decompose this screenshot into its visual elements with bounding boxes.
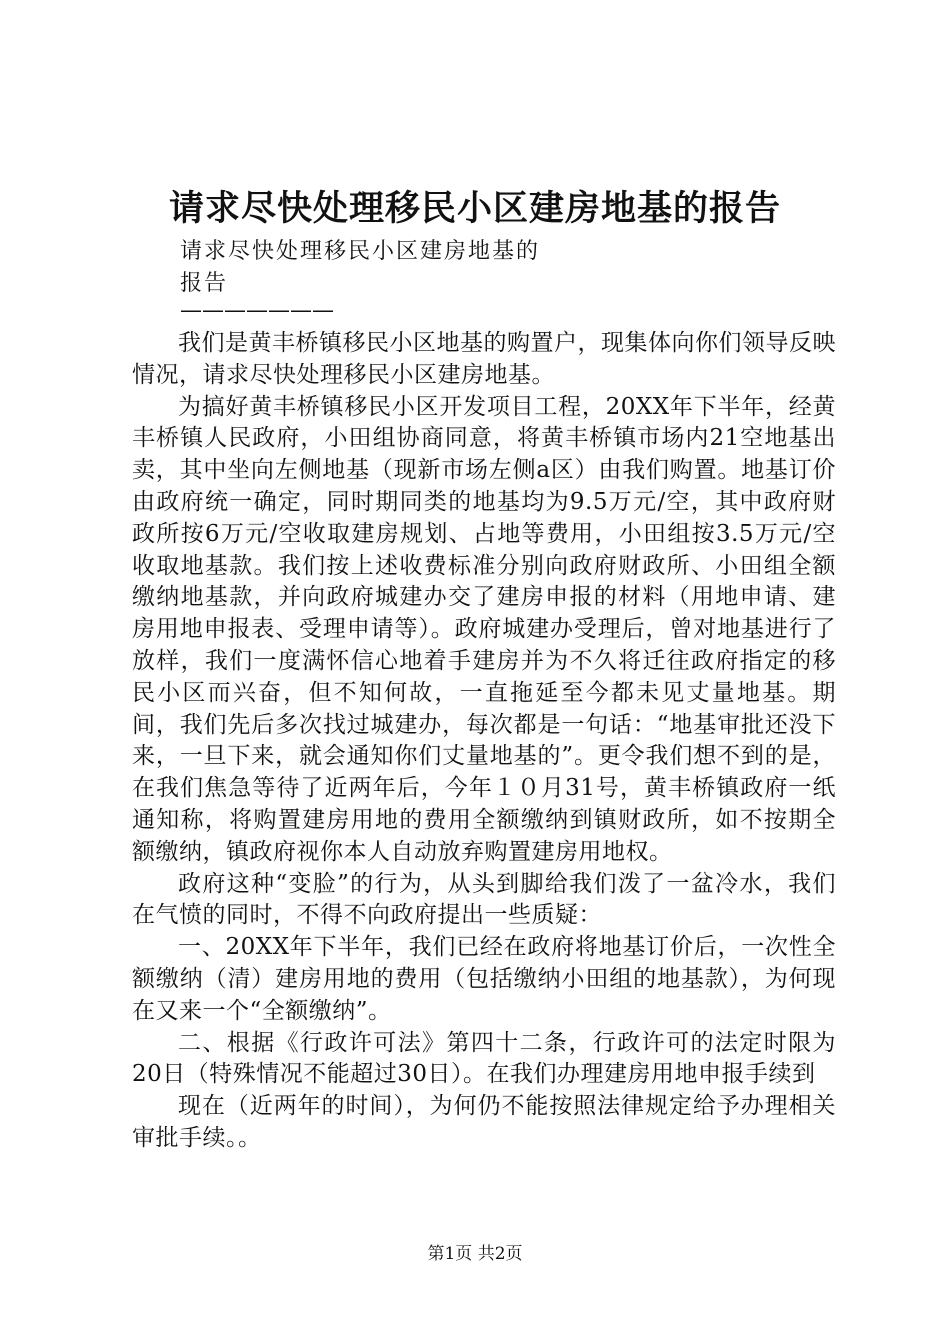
document-subtitle bbox=[180, 236, 580, 300]
body-paragraph-5: 二、根据《行政许可法》第四十二条，行政许可的法定时限为20日（特殊情况不能超过30日）。在我们办理建房用地申报手续到 bbox=[132, 1029, 836, 1088]
subtitle-line-2: 报告 bbox=[180, 271, 229, 296]
document-title: 请求尽快处理移民小区建房地基的报告 bbox=[168, 188, 781, 229]
document-body bbox=[132, 328, 836, 1155]
dash-divider: ——————— bbox=[180, 298, 334, 323]
subtitle-line-1: 请求尽快处理移民小区建房地基的 bbox=[180, 239, 541, 264]
body-paragraph-3: 政府这种“变脸”的行为，从头到脚给我们泼了一盆冷水，我们在气愤的同时，不得不向政府提出一些质疑： bbox=[132, 870, 836, 929]
body-paragraph-4: 一、20XX年下半年，我们已经在政府将地基订价后，一次性全额缴纳（清）建房用地的费用（包括缴纳小田组的地基款），为何现在又来一个“全额缴纳”。 bbox=[132, 934, 836, 1024]
page-footer: 第1页 共2页 bbox=[427, 1244, 523, 1264]
body-paragraph-2: 为搞好黄丰桥镇移民小区开发项目工程，20XX年下半年，经黄丰桥镇人民政府，小田组协商同意，将黄丰桥镇市场内21空地基出卖，其中坐向左侧地基（现新市场左侧a区）由我们购置。地基订价由政府统一确定，同时期同类的地基均为9.5万元/空，其中政府财政所按6万元/空收取建房规划、占地等费用，小田组按3.5万元/空收取地基款。我们按上述收费标准分别向政府财政所、小田组全额缴纳地基款，并向政府城建办交了建房申报的材料（用地申请、建房用地申报表、受理申请等）。政府城建办受理后，曾对地基进行了放样，我们一度满怀信心地着手建房并为不久将迁往政府指定的移民小区而兴奋，但不知何故，一直拖延至今都未见丈量地基。期间，我们先后多次找过城建办，每次都是一句话：“地基审批还没下来，一旦下来，就会通知你们丈量地基的”。更令我们想不到的是，在我们焦急等待了近两年后，今年１０月31号，黄丰桥镇政府一纸通知称，将购置建房用地的费用全额缴纳到镇财政所，如不按期全额缴纳，镇政府视你本人自动放弃购置建房用地权。 bbox=[132, 393, 836, 865]
body-paragraph-1: 我们是黄丰桥镇移民小区地基的购置户，现集体向你们领导反映情况，请求尽快处理移民小区建房地基。 bbox=[132, 330, 836, 388]
body-paragraph-6: 现在（近两年的时间），为何仍不能按照法律规定给予办理相关审批手续。。 bbox=[132, 1093, 836, 1151]
